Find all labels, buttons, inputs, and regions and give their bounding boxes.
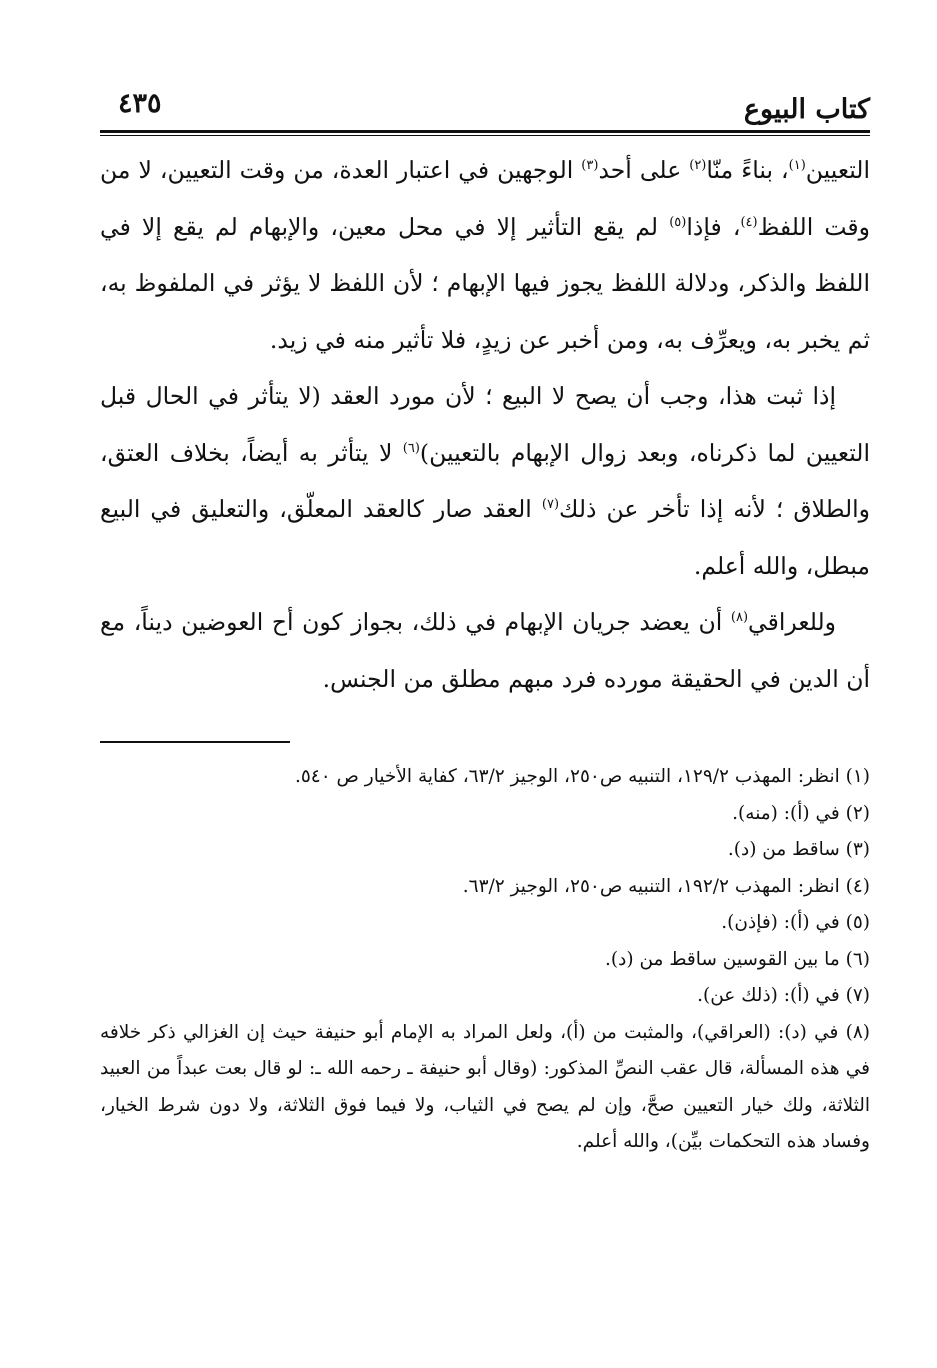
page-number: ٤٣٥ <box>118 88 162 119</box>
footnote-ref-8: (٨) <box>730 610 749 625</box>
footnote-2 <box>100 796 870 833</box>
main-text <box>100 142 870 707</box>
text-run: الوجهين في اعتبار العدة، من وقت التعيين، لا من وقت اللفظ <box>100 156 871 241</box>
text-run: إذا ثبت هذا، وجب أن يصح لا البيع ؛ لأن مورد العقد (لا يتأثر في الحال قبل التعيين لما ذكرناه، وبعد زوال الإبهام بالتعيين) <box>100 382 870 467</box>
text-run: ، بناءً منّا <box>706 156 789 184</box>
footnote-number: (٧) <box>845 985 870 1006</box>
text-run: لم يقع التأثير إلا في محل معين، والإبهام لم يقع إلا في اللفظ والذكر، ودلالة اللفظ يجوز فيها الإبهام ؛ لأن اللفظ لا يؤثر في الملفوظ به، ثم يخبر به، ويعرِّف به، ومن أخبر عن زيدٍ، فلا تأثير منه في زيد. <box>100 212 870 354</box>
running-header <box>100 84 870 130</box>
footnote-text: في (أ): (فإذن). <box>721 912 840 933</box>
footnote-number: (٦) <box>845 948 870 970</box>
footnote-ref-5: (٥) <box>669 214 687 230</box>
footnote-1 <box>100 759 870 796</box>
book-page <box>100 84 870 1161</box>
paragraph-1 <box>100 142 870 368</box>
text-run: أن يعضد جريان الإبهام في ذلك، بجواز كون أح العوضين ديناً، مع أن الدين في الحقيقة مورده فرد مبهم مطلق من الجنس. <box>100 608 870 693</box>
text-run: لا يتأثر به أيضاً، بخلاف العتق، والطلاق ؛ لأنه إذا تأخر عن ذلك <box>100 438 871 523</box>
footnote-text: ما بين القوسين ساقط من (د). <box>605 948 840 970</box>
footnote-number: (١) <box>845 766 870 787</box>
footnote-ref-2: (٢) <box>689 158 707 173</box>
footnote-5 <box>100 905 870 942</box>
footnote-number: (٨) <box>845 1021 870 1043</box>
text-run: وللعراقي <box>748 608 836 636</box>
footnote-4 <box>100 869 870 906</box>
paragraph-3 <box>100 594 870 707</box>
footnotes <box>100 759 870 1161</box>
text-run: على أحد <box>598 156 690 184</box>
footnote-ref-4: (٤) <box>740 214 758 230</box>
footnote-6 <box>100 942 870 979</box>
footnote-text: ساقط من (د). <box>727 839 840 860</box>
text-run: العقد صار كالعقد المعلّق، والتعليق في البيع مبطل، والله أعلم. <box>100 495 870 580</box>
footnote-8 <box>100 1015 870 1161</box>
footnote-text: في (د): (العراقي)، والمثبت من (أ)، ولعل المراد به الإمام أبو حنيفة حيث إن الغزالي ذكر خلافه في هذه المسألة، قال عقب النصِّ المذكور: (وقال أبو حنيفة ـ رحمه الله ـ: لو قال بعت عبداً من العبيد الثلاثة، ولك خيار التعيين صحَّ، وإن لم يصح في الثياب، ولا فيما فوق الثلاثة، ولا دون شرط الخيار، وفساد هذه التحكمات بيِّن)، والله أعلم. <box>100 1021 870 1152</box>
running-title: كتاب البيوع <box>743 94 870 125</box>
footnote-number: (٥) <box>845 912 870 933</box>
footnote-text: في (أ): (ذلك عن). <box>697 985 840 1006</box>
text-run: ، فإذا <box>686 212 741 241</box>
footnote-7 <box>100 978 870 1015</box>
footnote-number: (٣) <box>845 839 870 860</box>
footnote-separator <box>100 741 290 743</box>
footnote-text: في (أ): (منه). <box>732 802 840 824</box>
footnote-number: (٤) <box>845 875 870 897</box>
paragraph-2 <box>100 368 870 594</box>
footnote-text: انظر: المهذب ١٢٩/٢، التنبيه ص٢٥٠، الوجيز ٦٣/٢، كفاية الأخيار ص ٥٤٠. <box>294 766 840 787</box>
footnote-text: انظر: المهذب ١٩٢/٢، التنبيه ص٢٥٠، الوجيز ٦٣/٢. <box>462 875 840 897</box>
footnote-ref-6: (٦) <box>402 440 420 456</box>
header-rule <box>100 130 870 136</box>
footnote-ref-1: (١) <box>788 158 806 173</box>
footnote-ref-7: (٧) <box>541 497 560 512</box>
footnote-ref-3: (٣) <box>581 158 599 173</box>
footnote-number: (٢) <box>845 802 870 824</box>
text-run: التعيين <box>805 156 870 184</box>
footnote-3 <box>100 832 870 869</box>
